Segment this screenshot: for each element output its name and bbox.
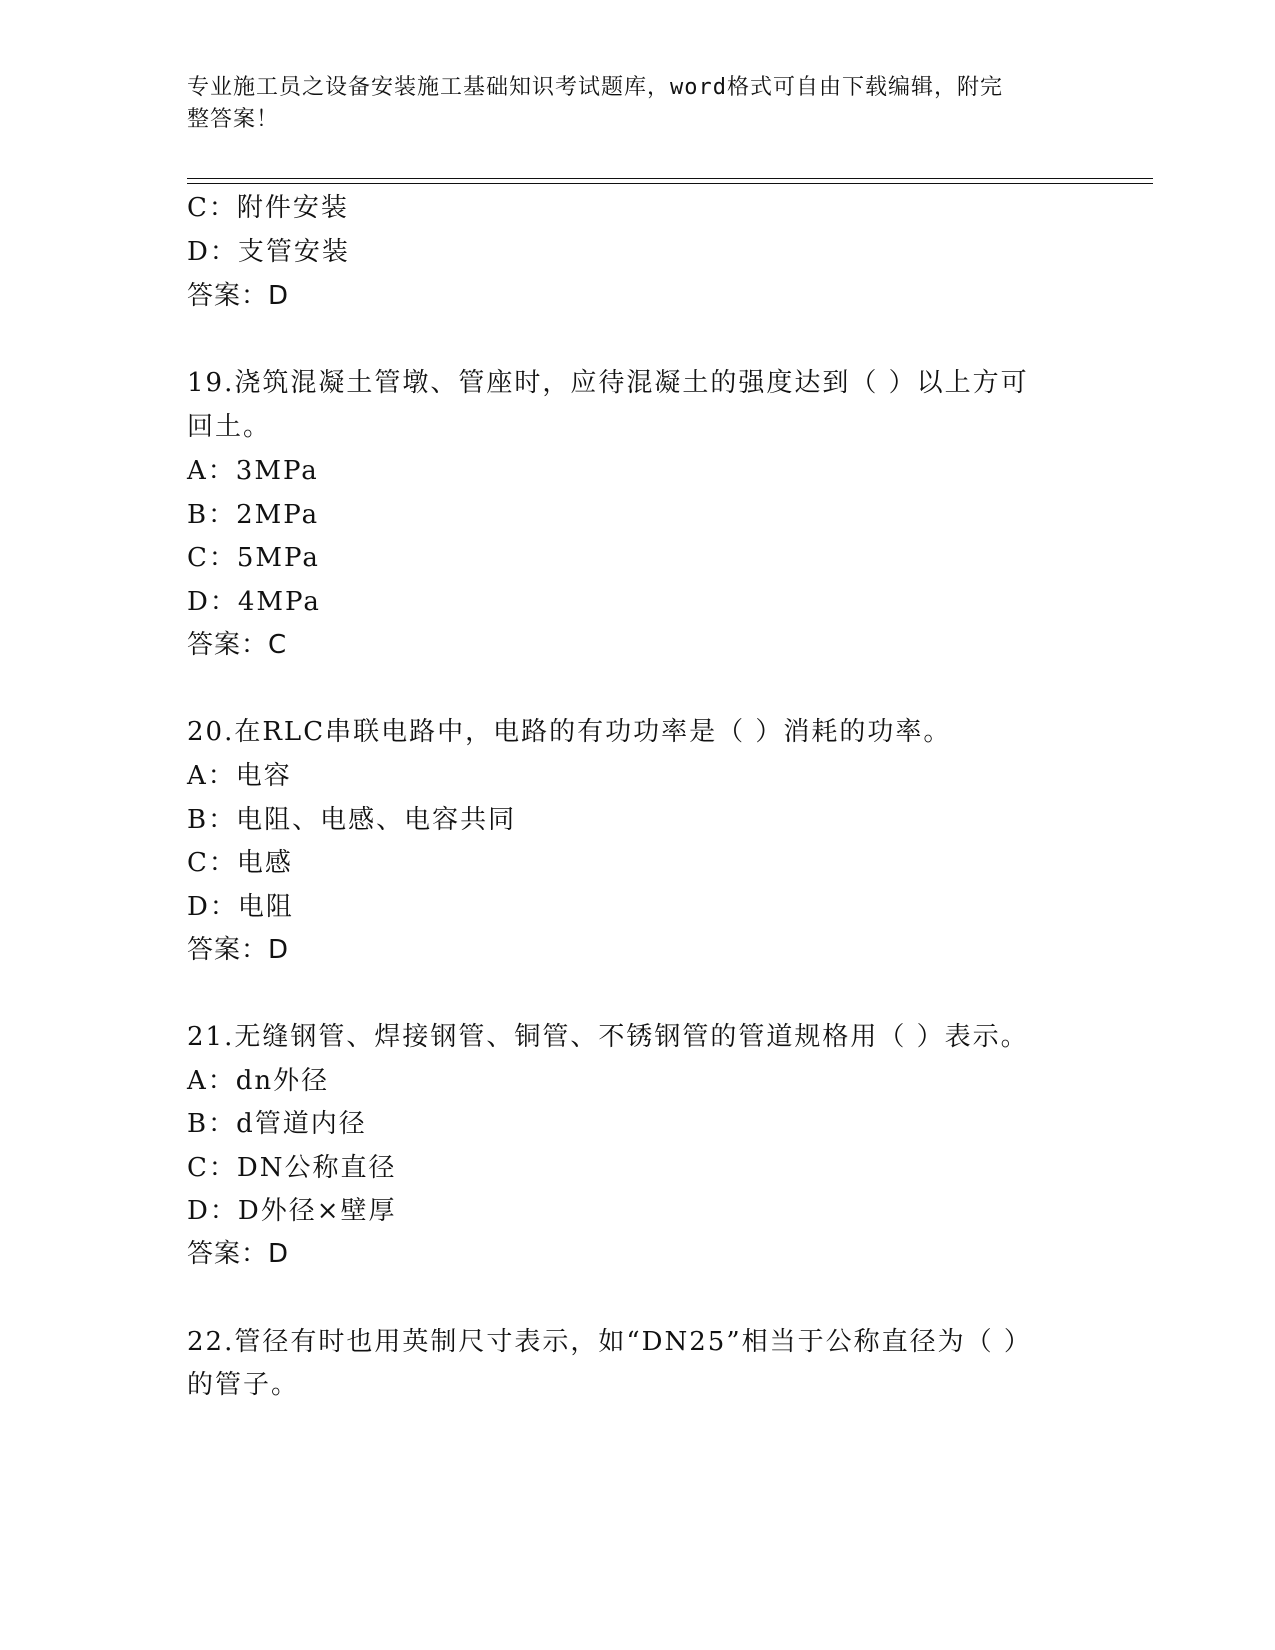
q20-question-line-1: 20.在RLC串联电路中，电路的有功功率是（ ）消耗的功率。 xyxy=(187,717,952,747)
q18-option-c: C：附件安装 xyxy=(187,193,349,223)
q21-option-a: A：dn外径 xyxy=(187,1066,330,1096)
document-header xyxy=(187,72,1067,136)
q19-answer: 答案：C xyxy=(187,630,288,660)
q22-question-line-2: 的管子。 xyxy=(187,1370,300,1400)
q19-option-a: A：3MPa xyxy=(187,456,319,486)
q20-option-b: B：电阻、电感、电容共同 xyxy=(187,805,517,835)
q19-option-d: D：4MPa xyxy=(187,587,321,617)
q20-option-c: C：电感 xyxy=(187,848,293,878)
q20-option-d: D：电阻 xyxy=(187,892,294,922)
q18-answer: 答案：D xyxy=(187,281,290,311)
q18-option-d: D：支管安装 xyxy=(187,237,350,267)
q21-option-d: D：D外径×壁厚 xyxy=(187,1196,397,1226)
q21-option-b: B：d管道内径 xyxy=(187,1109,367,1139)
q19-question-line-2: 回土。 xyxy=(187,412,272,442)
q20-option-a: A：电容 xyxy=(187,761,292,791)
q19-option-b: B：2MPa xyxy=(187,500,320,530)
header-divider-bottom xyxy=(187,183,1153,184)
q19-option-c: C：5MPa xyxy=(187,543,320,573)
q20-answer: 答案：D xyxy=(187,935,290,965)
header-line-2: 整答案！ xyxy=(187,107,280,132)
q19-question-line-1: 19.浇筑混凝土管墩、管座时，应待混凝土的强度达到（ ）以上方可 xyxy=(187,368,1029,398)
q21-answer: 答案：D xyxy=(187,1239,290,1269)
q22-question-line-1: 22.管径有时也用英制尺寸表示，如“DN25”相当于公称直径为（ ） xyxy=(187,1327,1032,1357)
q21-option-c: C：DN公称直径 xyxy=(187,1153,397,1183)
header-line-1: 专业施工员之设备安装施工基础知识考试题库，word格式可自由下载编辑，附完 xyxy=(187,75,1003,100)
header-divider-top xyxy=(187,178,1153,179)
q21-question-line-1: 21.无缝钢管、焊接钢管、铜管、不锈钢管的管道规格用（ ）表示。 xyxy=(187,1022,1029,1052)
